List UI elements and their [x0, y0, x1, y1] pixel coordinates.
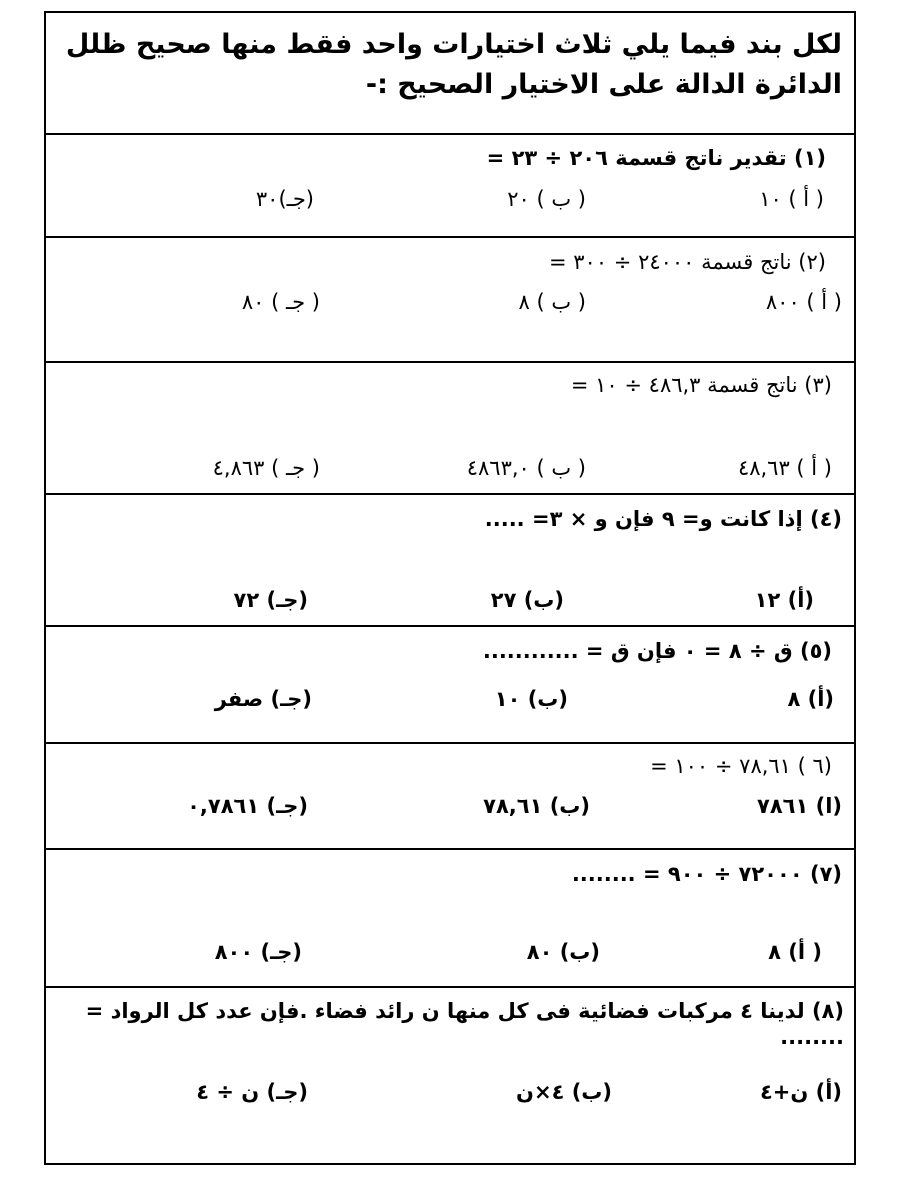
question-4-option-a[interactable]: (أ) ١٢ [754, 588, 814, 612]
question-6-option-c[interactable]: (جـ) ٠,٧٨٦١ [187, 794, 308, 818]
question-5-option-a[interactable]: (أ) ٨ [787, 687, 834, 711]
question-4 [46, 493, 854, 625]
question-2-option-a[interactable]: ( أ ) ٨٠٠ [765, 290, 842, 314]
question-3-option-b[interactable]: ( ب ) ٤٨٦٣,٠ [466, 456, 586, 480]
question-2-option-b[interactable]: ( ب ) ٨ [518, 290, 586, 314]
question-3 [46, 361, 854, 493]
question-8-option-b[interactable]: (ب) ٤×ن [516, 1080, 612, 1104]
instructions-box [46, 13, 854, 133]
question-1-option-b[interactable]: ( ب ) ٢٠ [507, 187, 586, 211]
question-3-option-c[interactable]: ( جـ ) ٤,٨٦٣ [212, 456, 320, 480]
question-7-option-a[interactable]: ( أ) ٨ [768, 940, 822, 964]
question-6-option-b[interactable]: (ب) ٧٨,٦١ [483, 794, 590, 818]
question-4-option-b[interactable]: (ب) ٢٧ [490, 588, 564, 612]
question-6-option-a[interactable]: (ا) ٧٨٦١ [757, 794, 842, 818]
question-8 [46, 986, 854, 1164]
question-2-option-c[interactable]: ( جـ ) ٨٠ [241, 290, 320, 314]
question-5 [46, 625, 854, 742]
question-5-option-c[interactable]: (جـ) صفر [214, 687, 312, 711]
question-2 [46, 236, 854, 361]
question-7-option-c[interactable]: (جـ) ٨٠٠ [214, 940, 302, 964]
question-1-option-c[interactable]: (جـ)٣٠ [255, 187, 314, 211]
question-1 [46, 133, 854, 236]
question-1-option-a[interactable]: ( أ ) ١٠ [759, 187, 824, 211]
question-1-text: (١) تقدير ناتج قسمة ٢٠٦ ÷ ٢٣ = [486, 146, 826, 170]
question-3-option-a[interactable]: ( أ ) ٤٨,٦٣ [737, 456, 832, 480]
question-5-option-b[interactable]: (ب) ١٠ [494, 687, 568, 711]
question-4-text: (٤) إذا كانت و= ٩ فإن و × ٣= ..... [484, 507, 842, 531]
question-5-text: (٥) ق ÷ ٨ = ٠ فإن ق = ............ [482, 639, 832, 663]
question-6 [46, 742, 854, 848]
question-8-option-a[interactable]: (أ) ن+٤ [759, 1080, 842, 1104]
question-6-text: (٦ ) ٧٨,٦١ ÷ ١٠٠ = [650, 754, 832, 778]
question-2-text: (٢) ناتج قسمة ٢٤٠٠٠ ÷ ٣٠٠ = [548, 250, 826, 274]
question-7-text: (٧) ٧٢٠٠٠ ÷ ٩٠٠ = ........ [571, 862, 842, 886]
question-7 [46, 848, 854, 986]
instructions-text: لكل بند فيما يلي ثلاث اختيارات واحد فقط منها صحيح ظلل الدائرة الدالة على الاختيار الصحيح :- [65, 29, 842, 100]
worksheet [44, 11, 856, 1165]
question-8-option-c[interactable]: (جـ) ن ÷ ٤ [196, 1080, 308, 1104]
question-8-text: (٨) لدينا ٤ مركبات فضائية فى كل منها ن رائد فضاء .فإن عدد كل الرواد = ........ [85, 999, 844, 1049]
question-3-text: (٣) ناتج قسمة ٤٨٦,٣ ÷ ١٠ = [570, 373, 832, 397]
question-7-option-b[interactable]: (ب) ٨٠ [526, 940, 600, 964]
question-4-option-c[interactable]: (جـ) ٧٢ [233, 588, 308, 612]
